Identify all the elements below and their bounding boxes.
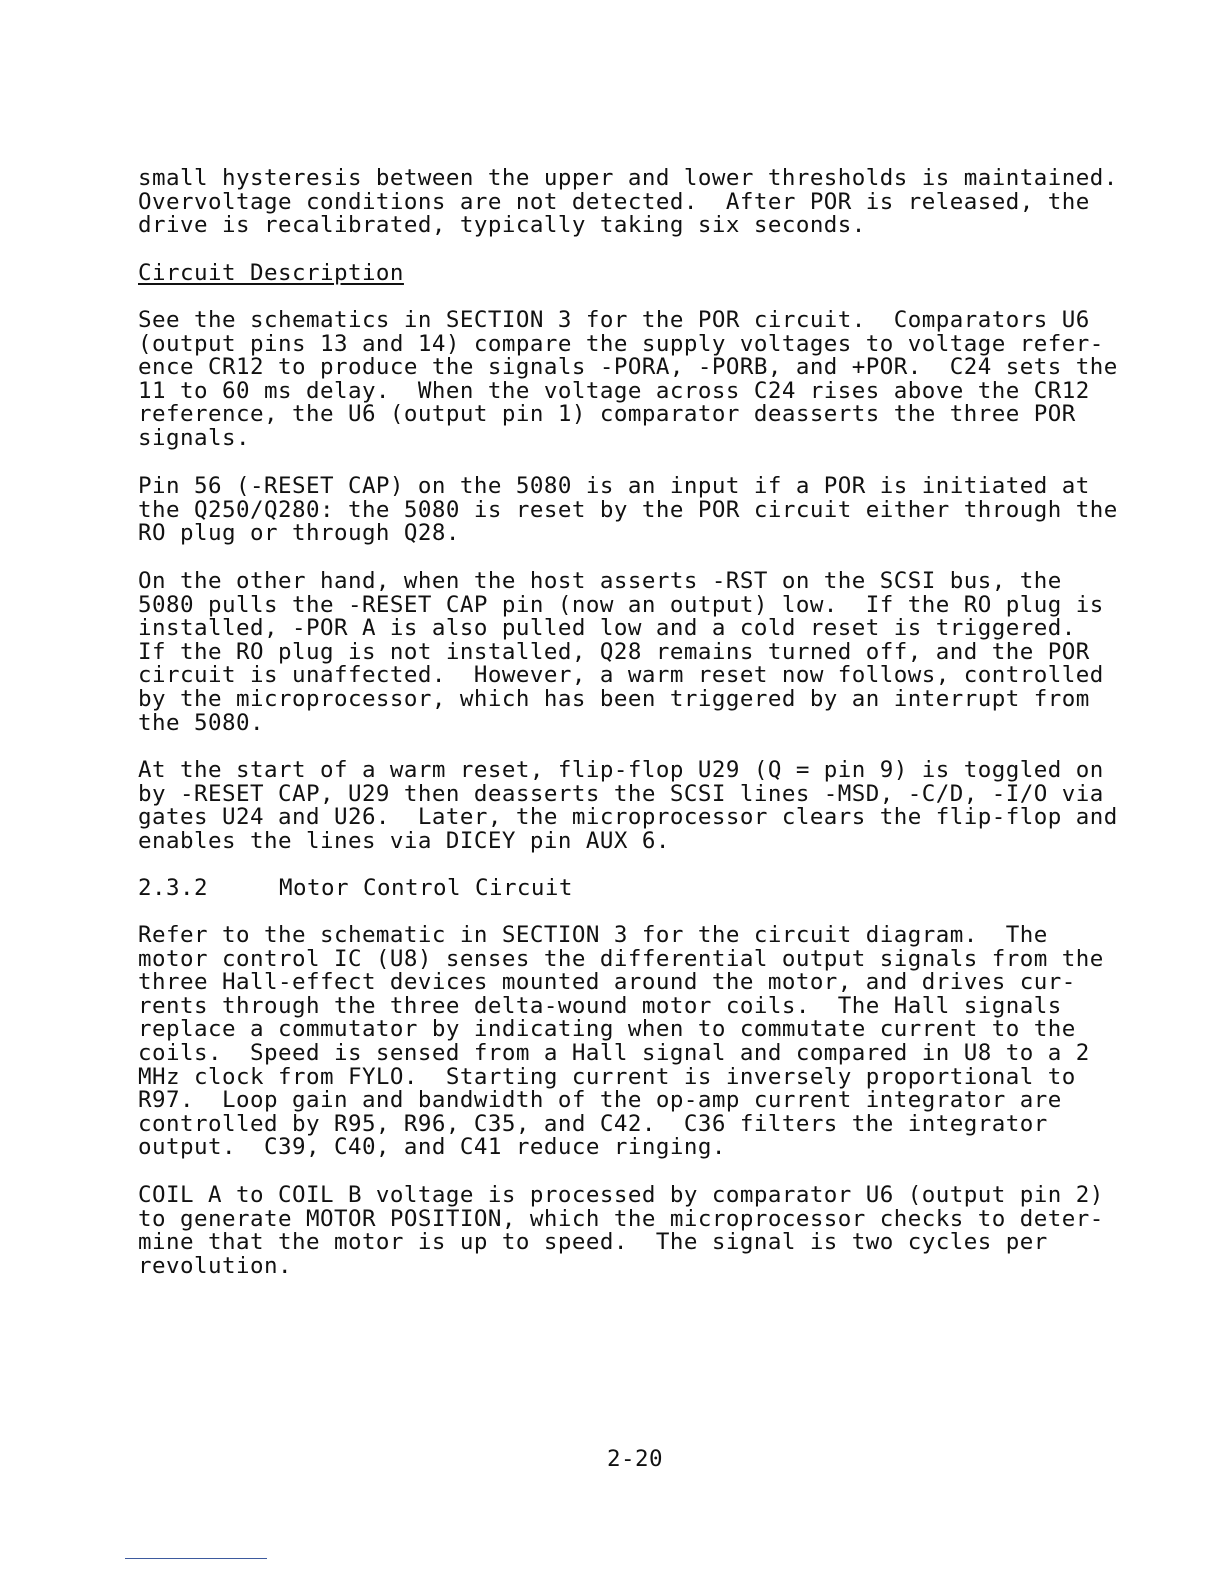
paragraph-coil-voltage: COIL A to COIL B voltage is processed by comparator U6 (output pin 2) to generate MOTOR POSITION, which the microprocessor checks to deter- mine that the motor is up to speed. The signal is two cycles per revolution. xyxy=(138,1182,1104,1279)
paragraph-host-reset: On the other hand, when the host asserts -RST on the SCSI bus, the 5080 pulls the -RESET CAP pin (now an output) low. If the RO plug is installed, -POR A is also pulled low and a cold reset is triggered. If the RO plug is not installed, Q28 remains turned off, and the POR circuit is unaffected. However, a warm reset now follows, controlled by the microprocessor, which has been triggered by an interrupt from the 5080. xyxy=(138,568,1104,736)
paragraph-motor-control: Refer to the schematic in SECTION 3 for the circuit diagram. The motor control IC (U8) senses the differential output signals from the three Hall-effect devices mounted around the motor, and drives cur- rents through the three delta-wound motor coils. The Hall signals replace a commutator by indicating when to commutate current to the coils. Speed is sensed from a Hall signal and compared in U8 to a 2 MHz clock from FYLO. Starting current is inversely proportional to R97. Loop gain and bandwidth of the op-amp current integrator are controlled by R95, R96, C35, and C42. C36 filters the integrator output. C39, C40, and C41 reduce ringing. xyxy=(138,922,1104,1161)
section-heading-motor-control xyxy=(138,877,1148,901)
paragraph-warm-reset: At the start of a warm reset, flip-flop U29 (Q = pin 9) is toggled on by -RESET CAP, U29 then deasserts the SCSI lines -MSD, -C/D, -I/O via gates U24 and U26. Later, the microprocessor clears the flip-flop and enables the lines via DICEY pin AUX 6. xyxy=(138,757,1118,854)
page-number: 2-20 xyxy=(607,1446,663,1472)
footnote-rule xyxy=(125,1558,267,1559)
section-title: Motor Control Circuit xyxy=(279,875,573,901)
section-number: 2.3.2 xyxy=(138,875,208,901)
paragraph-hysteresis: small hysteresis between the upper and lower thresholds is maintained. Overvoltage conditions are not detected. After POR is released, the drive is recalibrated, typically taking six seconds. xyxy=(138,165,1118,239)
paragraph-por-circuit: See the schematics in SECTION 3 for the POR circuit. Comparators U6 (output pins 13 and 14) compare the supply voltages to voltage refer- ence CR12 to produce the signals -PORA, -PORB, and +POR. C24 sets the 11 to 60 ms delay. When the voltage across C24 rises above the CR12 reference, the U6 (output pin 1) comparator deasserts the three POR signals. xyxy=(138,307,1118,451)
circuit-description-heading: Circuit Description xyxy=(138,260,404,286)
paragraph-reset-cap: Pin 56 (-RESET CAP) on the 5080 is an input if a POR is initiated at the Q250/Q280: the 5080 is reset by the POR circuit either through the RO plug or through Q28. xyxy=(138,473,1118,547)
